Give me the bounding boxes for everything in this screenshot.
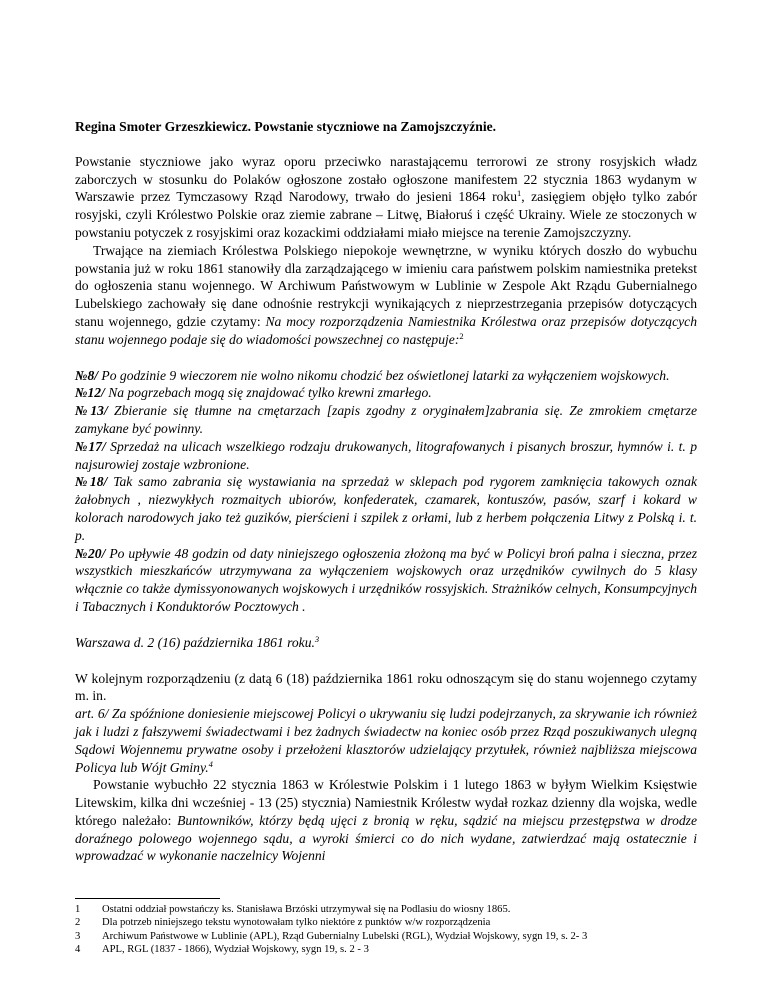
paragraph-intro — [75, 153, 697, 242]
footnote-ref: 3 — [314, 633, 320, 644]
regulation-item — [75, 545, 697, 616]
regulation-item — [75, 384, 697, 402]
document-title: Regina Smoter Grzeszkiewicz. Powstanie styczniowe na Zamojszczyźnie. — [75, 119, 497, 134]
quoted-text: Buntowników, którzy będą ujęci z bronią w ręku, sądzić na miejscu przestępstwa w drodze doraźnego polowego wojennego sądu, a wyroki śmierci co do nich wydane, zatwierdzać mają ostatecznie i wprowadzać w wykonanie naczelnicy Wojenni — [75, 812, 697, 864]
footnote-ref: 4 — [208, 758, 213, 769]
regulation-number: №13/ — [75, 403, 108, 419]
quoted-text: Na mocy rozporządzenia Namiestnika Królestwa oraz przepisów dotyczących stanu wojennego podaje się do wiadomości powszechnej co następuje: — [75, 313, 698, 347]
footnote — [75, 903, 715, 916]
regulation-text: Tak samo zabrania się wystawiania na sprzedaż w sklepach pod rygorem zamknięcia takowych oznak żałobnych , niezwykłych rozmaitych ubiorów, konfederatek, czamarek, kontuszów, pasów, szarf i kokard w kolorach narodowych jako też guzików, pierścieni i szpilek z orłami, lub z herbem połączenia Litwy z Polską i. t. p. — [75, 474, 697, 543]
footnote — [75, 943, 715, 956]
footnote-ref: 2 — [459, 330, 464, 341]
document-body — [75, 118, 697, 865]
paragraph-next-regulation: W kolejnym rozporządzeniu (z datą 6 (18) października 1861 roku odnoszącym się do stanu wojennego czytamy m. in. — [75, 670, 697, 704]
paragraph-uprising — [75, 776, 697, 865]
footnote-divider — [75, 898, 220, 899]
regulation-item — [75, 367, 697, 385]
regulation-number: №12/ — [75, 385, 105, 401]
footnote-number: 3 — [75, 930, 81, 942]
paragraph-text: Powstanie styczniowe jako wyraz oporu przeciwko narastającemu terrorowi ze strony rosyjskich władz zaborczych w stosunku do Polaków ogłoszone zostało ogłoszone manifestem 22 stycznia 1863 wydanym w Warszawie przez Tymczasowy Rząd Narodowy, trwało do jesieni 1864 roku — [75, 153, 697, 205]
regulation-list — [75, 367, 697, 616]
paragraph-text: Trwające na ziemiach Królestwa Polskiego niepokoje wewnętrzne, w wyniku których doszło do wybuchu powstania już w roku 1861 stanowiły dla zarządzającego w imieniu cara państwem polskim namiestnika pretekst do ogłoszenia stanu wojennego. W Archiwum Państwowym w Lublinie w Zespole Akt Rządu Gubernialnego Lubelskiego zachowały się dane odnośnie restrykcji wynikających z nieprzestrzegania przepisów dotyczących stanu wojennego, gdzie czytamy: — [75, 242, 697, 329]
regulation-item — [75, 402, 697, 438]
regulation-number: №18/ — [75, 474, 108, 490]
regulation-text: Na pogrzebach mogą się znajdować tylko krewni zmarłego. — [104, 385, 432, 401]
paragraph-text: Powstanie wybuchło 22 stycznia 1863 w Królestwie Polskim i 1 lutego 1863 w byłym Wielkim Księstwie Litewskim, kilka dni wcześniej - 13 (25) stycznia) Namiestnik Królestw wydał rozkaz dzienny dla wojska, wedle którego należało: — [75, 777, 697, 828]
regulation-item — [75, 438, 697, 474]
footnote-number: 2 — [75, 917, 81, 929]
date-text: Warszawa d. 2 (16) października 1861 roku. — [75, 634, 315, 650]
regulation-text: Zbieranie się tłumne na cmętarzach [zapis zgodny z oryginałem]zabrania się. Ze zmrokiem cmętarze zamykane być powinny. — [75, 403, 697, 436]
footnote-text: APL, RGL (1837 - 1866), Wydział Wojskowy, sygn 19, s. 2 - 3 — [102, 943, 369, 955]
article-text: art. 6/ Za spóźnione doniesienie miejscowej Policyi o ukrywaniu się ludzi podejrzanych, za skrywanie ich również jak i ludzi z fałszywemi świadectwami i bez żadnych świadectw na koniec osób przez Rząd poszukiwanych ulegną Sądowi Wojennemu prywatne osoby i przełożeni klasztorów udzielający przytułek, również najbliższa miejscowa Policya lub Wójt Gminy. — [75, 706, 697, 775]
footnote-number: 4 — [75, 943, 81, 955]
paragraph-text: , zasięgiem objęło tylko zabór rosyjski, czyli Królestwo Polskie oraz ziemie zabrane – Litwę, Białoruś i część Ukrainy. Wiele ze stoczonych w powstaniu potyczek z rosyjskimi oraz kozackimi oddziałami miało miejsce na terenie Zamojszczyzny. — [75, 189, 697, 240]
article-6 — [75, 705, 697, 776]
footnote-number: 1 — [75, 904, 81, 915]
footnotes — [75, 898, 715, 956]
regulation-text: Po godzinie 9 wieczorem nie wolno nikomu chodzić bez oświetlonej latarki za wyłączeniem wojskowych. — [98, 367, 670, 383]
footnote-text: Dla potrzeb niniejszego tekstu wynotowałam tylko niektóre z punktów w/w rozporządzenia — [102, 917, 491, 929]
regulation-number: №8/ — [75, 367, 99, 383]
footnote — [75, 916, 715, 929]
footnote — [75, 930, 715, 943]
footnote-text: Archiwum Państwowe w Lublinie (APL), Rząd Gubernialny Lubelski (RGL), Wydział Wojskowy, sygn 19, s. 2- 3 — [102, 930, 588, 942]
dated-line — [75, 634, 697, 652]
footnote-text: Ostatni oddział powstańczy ks. Stanisława Brzóski utrzymywał się na Podlasiu do wiosny 1865. — [102, 904, 511, 915]
regulation-item — [75, 473, 697, 544]
paragraph-martial-law — [75, 242, 697, 349]
regulation-text: Po upływie 48 godzin od daty niniejszego ogłoszenia złożoną ma być w Policyi broń palna i sieczna, przez wszystkich mieszkańców utrzymywana za wyłączeniem wojskowych oraz urzędników cywilnych do 5 klasy włącznie co także dymissyonowanych wojskowych i urzędników rossyjskich. Strażników celnych, Konsumpcyjnych i Tabacznych i Konduktorów Pocztowych . — [75, 545, 698, 614]
regulation-text: Sprzedaż na ulicach wszelkiego rodzaju drukowanych, litografowanych i pisanych broszur, hymnów i. t. p najsurowiej zostaje wzbronione. — [75, 438, 697, 472]
regulation-number: №20/ — [75, 545, 106, 561]
footnote-ref: 1 — [517, 188, 522, 199]
regulation-number: №17/ — [75, 438, 106, 454]
